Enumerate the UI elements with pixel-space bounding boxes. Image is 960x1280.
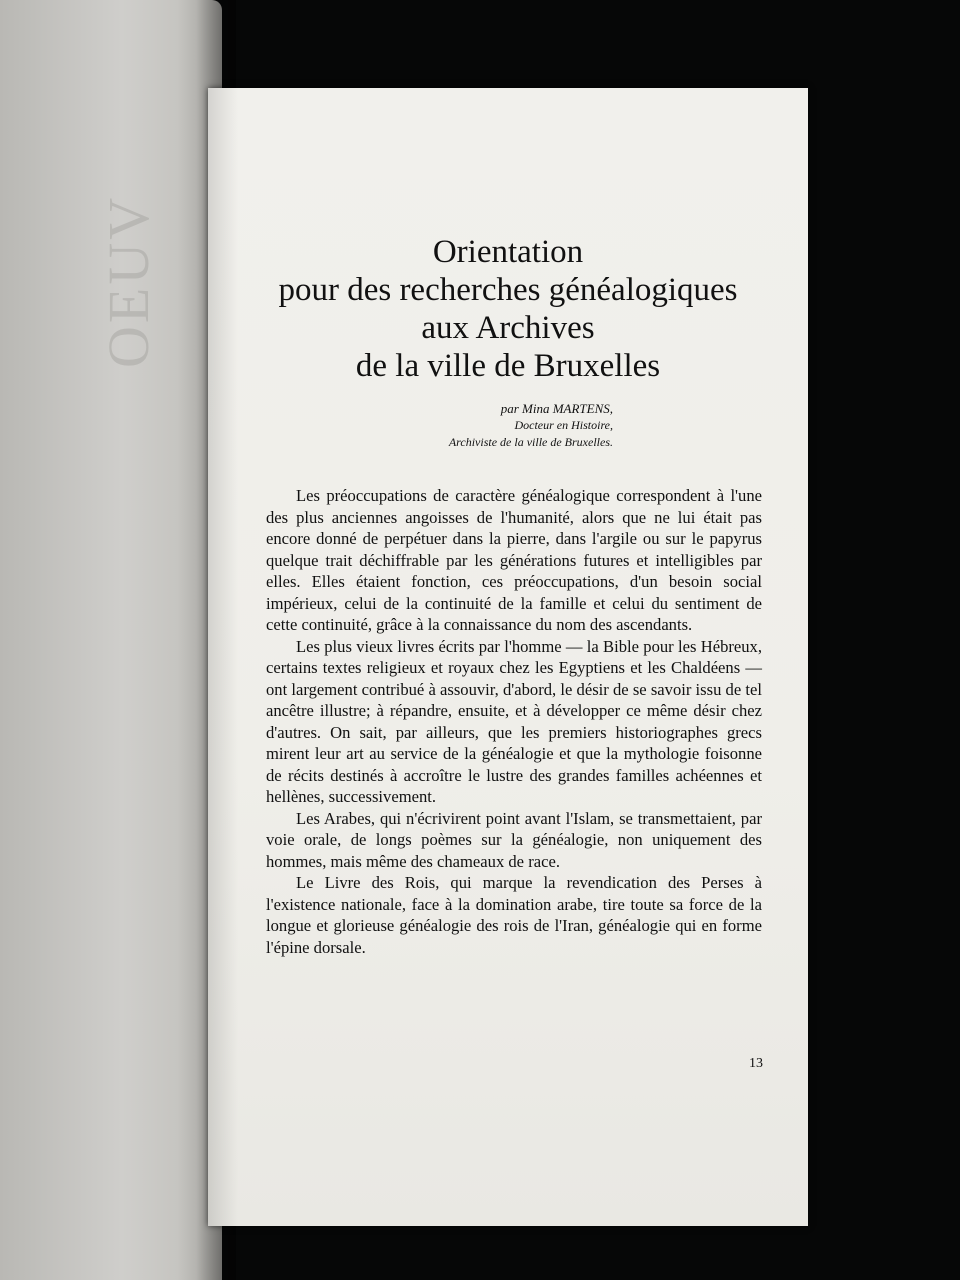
paragraph: Le Livre des Rois, qui marque la revendication des Perses à l'existence nationale, face à la domination arabe, tire toute sa force de la longue et glorieuse généalogie des rois de l'Iran, généalogie qui en forme l'épine dorsale.: [266, 873, 762, 957]
title-line-4: de la ville de Bruxelles: [355, 348, 661, 384]
page-curl-shadow: [208, 88, 238, 1226]
page-number: 13: [749, 1056, 763, 1071]
author-block: [449, 400, 613, 451]
facing-page: [0, 0, 222, 1280]
paragraph: Les préoccupations de caractère généalogique correspondent à l'une des plus anciennes angoisses de l'humanité, alors que ne lui était pas encore donné de perpétuer dans la pierre, dans l'argile ou sur le papyrus quelque trait déchiffrable par les générations futures et intelligibles par elles. Elles étaient fonction, ces préoccupations, d'un besoin social impérieux, celui de la continuité de la famille et celui du sentiment de cette continuité, grâce à la connaissance du nom des ascendants.: [266, 486, 762, 634]
author-degree: Docteur en Histoire,: [514, 418, 613, 432]
title-line-2: pour des recherches généalogiques: [278, 272, 738, 308]
author-name: par Mina MARTENS,: [500, 401, 613, 416]
title-line-1: Orientation: [432, 234, 584, 270]
book-page: [208, 88, 808, 1226]
paragraph: Les plus vieux livres écrits par l'homme — la Bible pour les Hébreux, certains textes religieux et royaux chez les Egyptiens et les Chaldéens — ont largement contribué à assouvir, d'abord, le désir de se savoir issu de tel ancêtre illustre; à répandre, ensuite, et à développer ce même désir chez d'autres. On sait, par ailleurs, que les premiers historiographes grecs mirent leur art au service de la généalogie et que la mythologie foisonne de récits destinés à accroître le lustre des grandes familles achéennes et hellènes, successivement.: [266, 636, 762, 806]
author-position: Archiviste de la ville de Bruxelles.: [448, 435, 613, 449]
paragraph: Les Arabes, qui n'écrivirent point avant l'Islam, se transmettaient, par voie orale, de longs poèmes sur la généalogie, non uniquement des hommes, mais même des chameaux de race.: [266, 808, 762, 871]
article-title: [248, 233, 768, 385]
title-line-3: aux Archives: [421, 310, 595, 346]
article-body: [266, 485, 762, 958]
facing-page-ghost-text: OEUV: [96, 194, 161, 368]
